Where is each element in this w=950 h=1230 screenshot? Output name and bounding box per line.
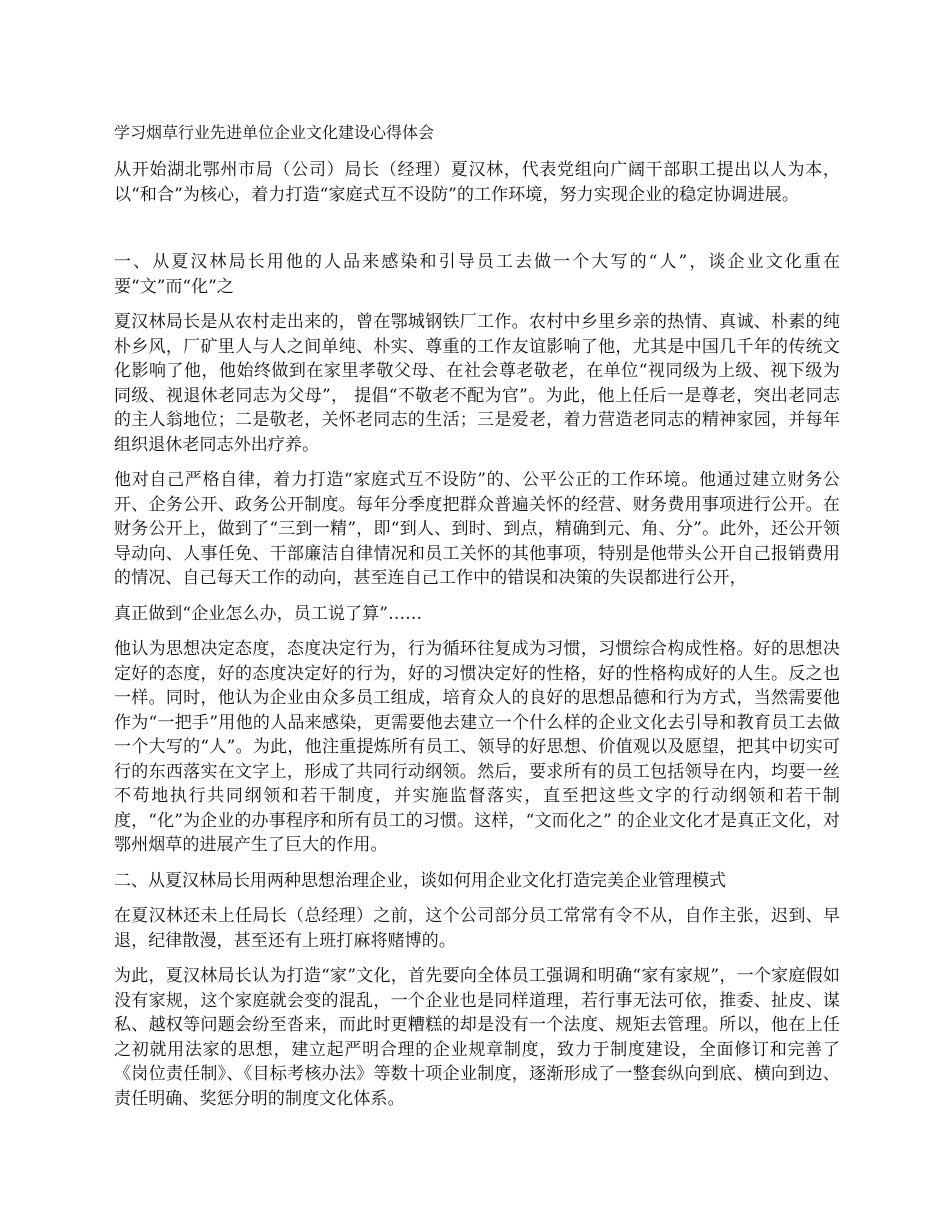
section-2-paragraph-1: 在夏汉林还未上任局长（总经理）之前，这个公司部分员工常常有令不从，自作主张，迟到、早退，纪律散漫，甚至还有上班打麻将赌博的。	[114, 906, 840, 951]
section-2-heading: 二、从夏汉林局长用两种思想治理企业，谈如何用企业文化打造完美企业管理模式	[114, 870, 726, 891]
intro-paragraph: 从开始湖北鄂州市局（公司）局长（经理）夏汉林，代表党组向广阔干部职工提出以人为本，以“和合”为核心，着力打造“家庭式互不设防”的工作环境，努力实现企业的稳定协调进展。	[114, 160, 840, 205]
section-1-paragraph-1: 夏汉林局长是从农村走出来的，曾在鄂城钢铁厂工作。农村中乡里乡亲的热情、真诚、朴素的纯朴乡风，厂矿里人与人之间单纯、朴实、尊重的工作友谊影响了他，尤其是中国几千年的传统文化影响了他，他始终做到在家里孝敬父母、在社会尊老敬老，在单位“视同级为上级、视下级为同级、视退休老同志为父母”， 提倡“不敬老不配为官”。为此，他上任后一是尊老，突出老同志的主人翁地位；二是敬老，关怀老同志的生活；三是爱老，着力营造老同志的精神家园，并每年组织退休老同志外出疗养。	[114, 312, 840, 455]
section-1-paragraph-3: 真正做到“企业怎么办，员工说了算”……	[114, 603, 423, 624]
blank-space	[114, 218, 840, 250]
section-1-heading: 一、从夏汉林局长用他的人品来感染和引导员工去做一个大写的“人”，谈企业文化重在要“文”而“化”之	[114, 252, 840, 297]
section-1-paragraph-2: 他对自己严格自律，着力打造“家庭式互不设防”的、公平公正的工作环境。他通过建立财务公开、企务公开、政务公开制度。每年分季度把群众普遍关怀的经营、财务费用事项进行公开。在财务公开上，做到了“三到一精”，即“到人、到时、到点，精确到元、角、分”。此外，还公开领导动向、人事任免、干部廉洁自律情况和员工关怀的其他事项，特别是他带头公开自己报销费用的情况、自己每天工作的动向，甚至连自己工作中的错误和决策的失误都进行公开，	[114, 470, 840, 588]
section-2-paragraph-2: 为此，夏汉林局长认为打造“家”文化，首先要向全体员工强调和明确“家有家规”，一个家庭假如没有家规，这个家庭就会变的混乱，一个企业也是同样道理，若行事无法可依，推委、扯皮、谋私、越权等问题会纷至沓来，而此时更糟糕的却是没有一个法度、规矩去管理。所以，他在上任之初就用法家的思想，建立起严明合理的企业规章制度，致力于制度建设，全面修订和完善了《岗位责任制》、《目标考核办法》等数十项企业制度，逐渐形成了一整套纵向到底、横向到边、责任明确、奖惩分明的制度文化体系。	[114, 966, 840, 1109]
document-page	[114, 122, 840, 1122]
section-1-paragraph-4: 他认为思想决定态度，态度决定行为，行为循环往复成为习惯，习惯综合构成性格。好的思想决定好的态度，好的态度决定好的行为，好的习惯决定好的性格，好的性格构成好的人生。反之也一样。同时，他认为企业由众多员工组成，培育众人的良好的思想品德和行为方式，当然需要他作为“一把手”用他的人品来感染，更需要他去建立一个什么样的企业文化去引导和教育员工去做一个大写的“人”。为此，他注重提炼所有员工、领导的好思想、价值观以及愿望，把其中切实可行的东西落实在文字上，形成了共同行动纲领。然后，要求所有的员工包括领导在内，均要一丝不苟地执行共同纲领和若干制度，并实施监督落实，直至把这些文字的行动纲领和若干制度，“化”为企业的办事程序和所有员工的习惯。这样，“文而化之” 的企业文化才是真正文化，对鄂州烟草的进展产生了巨大的作用。	[114, 639, 840, 855]
document-title: 学习烟草行业先进单位企业文化建设心得体会	[114, 123, 435, 142]
